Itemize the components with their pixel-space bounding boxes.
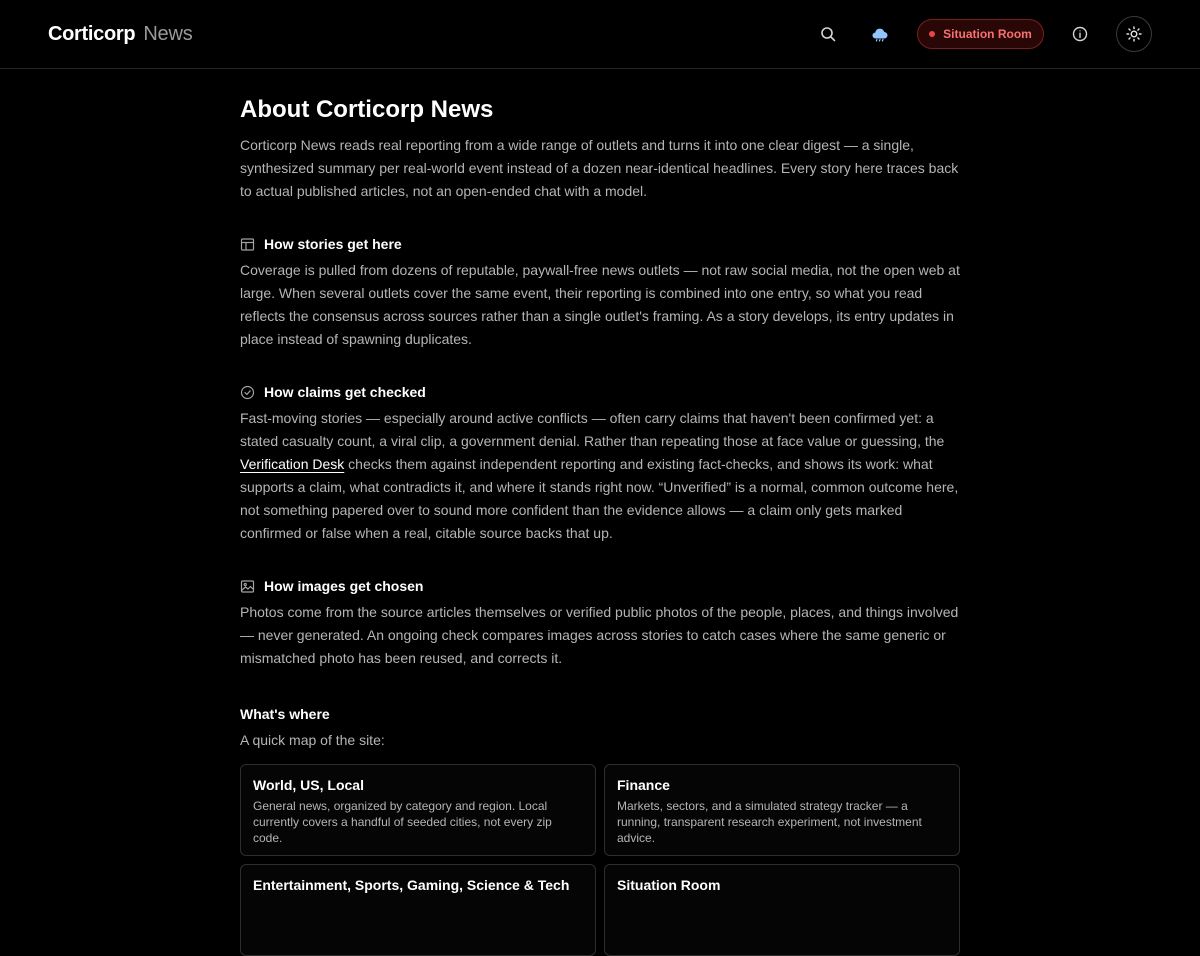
card-title: Finance (617, 777, 670, 793)
site-logo[interactable] (48, 23, 193, 46)
theme-toggle-button[interactable] (1116, 16, 1152, 52)
verification-desk-link[interactable]: Verification Desk (240, 456, 345, 472)
top-header (0, 0, 1200, 69)
search-button[interactable] (810, 16, 846, 52)
site-map-card[interactable] (604, 764, 960, 856)
card-title: World, US, Local (253, 777, 364, 793)
section-body: Photos come from the source articles themselves or verified public photos of the people, places, and things involved — never generated. An ongoing check compares images across stories to catch cases where the same generic or mismatched photo has been reused, and corrects it. (240, 604, 959, 666)
live-dot-icon (929, 31, 935, 37)
card-description: General news, organized by category and region. Local currently covers a handful of seeded cities, not every zip code. (253, 799, 552, 845)
section-body: Coverage is pulled from dozens of reputable, paywall-free news outlets — not raw social media, not the open web at large. When several outlets cover the same event, their reporting is combined into one entry, so what you read reflects the consensus across sources rather than a single outlet's framing. As a story develops, its entry updates in place instead of spawning duplicates. (240, 262, 960, 347)
site-map-card[interactable] (240, 764, 596, 856)
section-header (240, 575, 960, 597)
weather-button[interactable] (862, 16, 898, 52)
sun-icon (1126, 26, 1142, 42)
section-title: How images get chosen (264, 578, 424, 594)
about-button[interactable] (1062, 16, 1098, 52)
page-title: About Corticorp News (240, 96, 494, 123)
intro-paragraph: Corticorp News reads real reporting from a wide range of outlets and turns it into one clear digest — a single, synthesized summary per real-world event instead of a dozen near-identical headlines. Every story here traces back to actual published articles, not an open-ended chat with a model. (240, 137, 959, 199)
situation-room-label: Situation Room (943, 27, 1032, 41)
card-title: Entertainment, Sports, Gaming, Science & Tech (253, 877, 570, 893)
site-map-card[interactable] (604, 864, 960, 956)
site-map-grid (240, 764, 960, 956)
whats-where-heading: What's where (240, 706, 330, 722)
situation-room-button[interactable] (917, 19, 1044, 49)
section-body (240, 407, 960, 545)
card-title: Situation Room (617, 877, 721, 893)
layout-icon (240, 237, 255, 252)
card-description: Markets, sectors, and a simulated strategy tracker — a running, transparent research experiment, not investment advice. (617, 799, 922, 845)
section-body-text: Fast-moving stories — especially around active conflicts — often carry claims that haven't been confirmed yet: a stated casualty count, a viral clip, a government denial. Rather than repeating those at face value or guessing, the (240, 410, 945, 449)
check-circle-icon (240, 385, 255, 400)
info-icon (1072, 26, 1088, 42)
section-title: How claims get checked (264, 384, 426, 400)
section-header (240, 381, 960, 403)
image-icon (240, 579, 255, 594)
about-content (240, 69, 960, 956)
site-map-card[interactable] (240, 864, 596, 956)
section-how-claims (240, 381, 960, 545)
brand-suffix: News (143, 22, 193, 45)
section-how-stories (240, 233, 960, 351)
whats-where-subtitle: A quick map of the site: (240, 732, 385, 748)
search-icon (820, 26, 836, 42)
section-how-images (240, 575, 960, 670)
brand-name: Corticorp (48, 22, 136, 45)
section-title: How stories get here (264, 236, 402, 252)
section-header (240, 233, 960, 255)
cloud-icon (871, 26, 889, 42)
section-body-text: checks them against independent reporting and existing fact-checks, and shows its work: what supports a claim, what contradicts it, and where it stands right now. “Unverified” is a normal, common outcome here, not something papered over to sound more confident than the evidence allows — a claim only gets marked confirmed or false when a real, citable source backs that up. (240, 456, 959, 541)
